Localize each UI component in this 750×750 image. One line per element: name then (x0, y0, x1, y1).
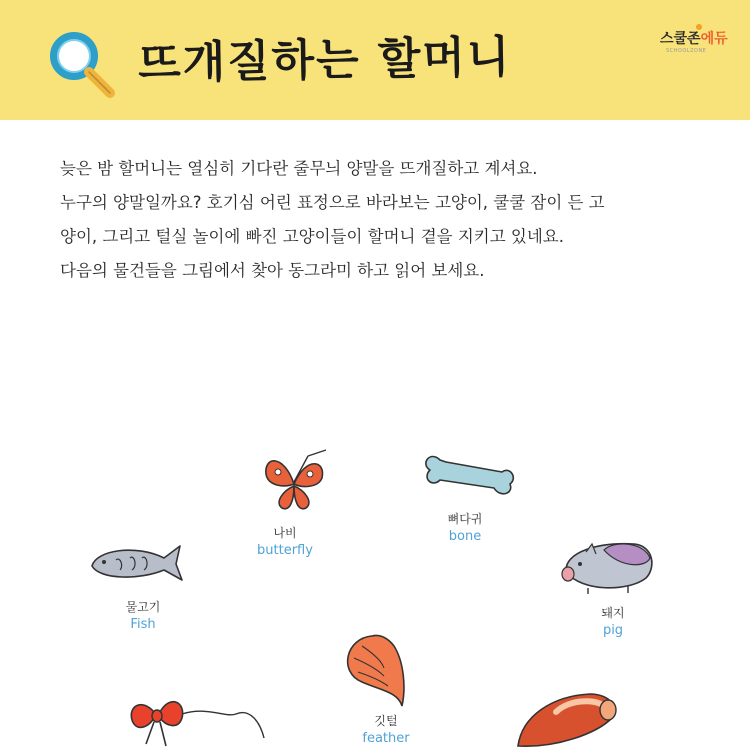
bow-icon (126, 688, 266, 750)
butterfly-icon (256, 446, 332, 516)
feather-icon (340, 632, 408, 708)
logo-text-b: 에듀 (700, 31, 728, 47)
fish-icon (86, 538, 186, 586)
story-line: 다음의 물건들을 그림에서 찾아 동그라미 하고 읽어 보세요. (60, 261, 485, 280)
feather-label-ko: 깃털 (374, 714, 398, 728)
pig-label-en: pig (602, 623, 624, 638)
bone-label-en: bone (448, 529, 482, 544)
story-line: 양이, 그리고 털실 놀이에 빠진 고양이들이 할머니 곁을 지키고 있네요. (60, 227, 564, 246)
logo-text (660, 28, 728, 48)
pig-label-ko: 돼지 (601, 606, 625, 620)
fish-label-en: Fish (130, 617, 156, 632)
logo-subtext: SCHOOLZONE (666, 48, 707, 54)
bone-label-ko: 뼈다귀 (447, 512, 483, 526)
butterfly-label-en: butterfly (257, 543, 313, 558)
story-line: 누구의 양말일까요? 호기심 어린 표정으로 바라보는 고양이, 쿨쿨 잠이 든 고 (60, 193, 605, 212)
sausage-icon (512, 686, 622, 750)
fish-label-ko: 물고기 (125, 600, 161, 614)
logo-text-a: 스쿨존 (660, 31, 701, 47)
header-banner (0, 0, 750, 120)
butterfly-label-ko: 나비 (273, 526, 297, 540)
story-paragraph (60, 152, 720, 288)
feather-label-en: feather (362, 731, 410, 746)
magnifier-icon (44, 26, 124, 106)
story-line: 늦은 밤 할머니는 열심히 기다란 줄무늬 양말을 뜨개질하고 계셔요. (60, 159, 538, 178)
pig-icon (558, 538, 660, 596)
bone-icon (422, 448, 516, 504)
page-title: 뜨개질하는 할머니 (137, 31, 512, 90)
schoolzone-logo (660, 28, 734, 68)
